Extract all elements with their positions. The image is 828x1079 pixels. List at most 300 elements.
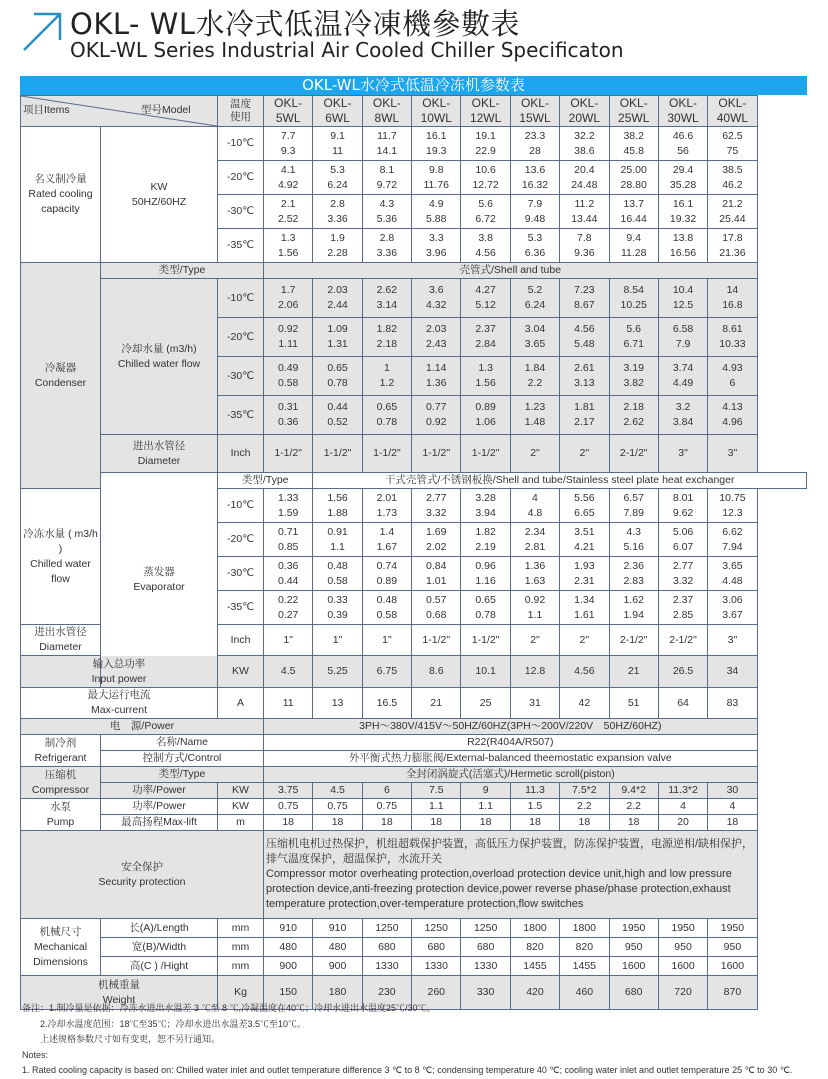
value-cell: 4.27 5.12 [461, 279, 510, 318]
value-cell: 1950 [658, 919, 707, 938]
value-cell: 20.4 24.48 [560, 161, 609, 195]
value-cell: 0.89 1.06 [461, 396, 510, 435]
value-cell: 4.1 4.92 [264, 161, 313, 195]
value-cell: 7.23 8.67 [560, 279, 609, 318]
max-current-label: 最大运行电流 Max-current [21, 688, 218, 719]
table-row [21, 473, 807, 489]
temp-label: -10℃ [218, 127, 264, 161]
value-cell: 2.37 2.84 [461, 318, 510, 357]
model-header: OKL- 40WL [708, 96, 757, 127]
value-cell: 3" [708, 435, 757, 473]
value-cell: 29.4 35.28 [658, 161, 707, 195]
temp-label: -35℃ [218, 591, 264, 625]
unit-label: Inch [218, 625, 264, 656]
table-row [21, 938, 807, 957]
value-cell: 1.36 1.63 [510, 557, 559, 591]
value-cell: 30 [708, 783, 757, 799]
value-cell: 25 [461, 688, 510, 719]
value-cell: 1330 [412, 957, 461, 976]
value-cell: 0.92 1.1 [510, 591, 559, 625]
value-cell: 1.7 2.06 [264, 279, 313, 318]
cooling-unit: KW 50HZ/60HZ [101, 127, 218, 263]
compressor-power-label: 功率/Power [101, 783, 218, 799]
value-cell: 21 [412, 688, 461, 719]
value-cell: 7.5 [412, 783, 461, 799]
value-cell: 180 [313, 976, 362, 1010]
value-cell: 2" [510, 625, 559, 656]
value-cell: 1455 [560, 957, 609, 976]
value-cell: 2.61 3.13 [560, 357, 609, 396]
refrigerant-name-label: 名称/Name [101, 735, 264, 751]
value-cell: 1-1/2" [461, 435, 510, 473]
value-cell: 9 [461, 783, 510, 799]
condenser-label: 冷凝器 Condenser [21, 263, 101, 489]
value-cell: 5.06 6.07 [658, 523, 707, 557]
value-cell: 900 [313, 957, 362, 976]
items-label: 项目Items [23, 104, 70, 116]
evaporator-label: 蒸发器 Evaporator [101, 473, 218, 688]
pump-power-label: 功率/Power [101, 799, 218, 815]
value-cell: 8.61 10.33 [708, 318, 757, 357]
value-cell: 2-1/2" [609, 435, 658, 473]
value-cell: 51 [609, 688, 658, 719]
value-cell: 0.77 0.92 [412, 396, 461, 435]
value-cell: 330 [461, 976, 510, 1010]
value-cell: 2.8 3.36 [313, 195, 362, 229]
value-cell: 8.01 9.62 [658, 489, 707, 523]
temp-label: -30℃ [218, 195, 264, 229]
value-cell: 83 [708, 688, 757, 719]
value-cell: 0.44 0.52 [313, 396, 362, 435]
value-cell: 25.00 28.80 [609, 161, 658, 195]
type-value: 壳管式/Shell and tube [264, 263, 758, 279]
items-model-header [21, 96, 218, 127]
value-cell: 2-1/2" [609, 625, 658, 656]
value-cell: 1.5 [510, 799, 559, 815]
water-flow-label: 冷却水量 (m3/h) Chilled water flow [101, 279, 218, 435]
model-header: OKL- 25WL [609, 96, 658, 127]
value-cell: 1.62 1.94 [609, 591, 658, 625]
value-cell: 1950 [708, 919, 757, 938]
temp-label: -20℃ [218, 523, 264, 557]
value-cell: 9.4 11.28 [609, 229, 658, 263]
temp-header-label: 温度使用 [230, 97, 251, 123]
value-cell: 0.71 0.85 [264, 523, 313, 557]
value-cell: 4.3 5.16 [609, 523, 658, 557]
model-header: OKL- 15WL [510, 96, 559, 127]
value-cell: 2.2 [609, 799, 658, 815]
value-cell: 18 [510, 815, 559, 831]
value-cell: 820 [510, 938, 559, 957]
value-cell: 870 [708, 976, 757, 1010]
value-cell: 3.04 3.65 [510, 318, 559, 357]
value-cell: 0.22 0.27 [264, 591, 313, 625]
table-row [21, 656, 807, 688]
temp-label: -30℃ [218, 357, 264, 396]
model-header: OKL- 20WL [560, 96, 609, 127]
value-cell: 2.03 2.43 [412, 318, 461, 357]
value-cell: 480 [313, 938, 362, 957]
value-cell: 910 [264, 919, 313, 938]
value-cell: 3.8 4.56 [461, 229, 510, 263]
temp-label: -30℃ [218, 557, 264, 591]
value-cell: 3.65 4.48 [708, 557, 757, 591]
value-cell: 46.6 56 [658, 127, 707, 161]
dimension-label: 宽(B)/Width [101, 938, 218, 957]
value-cell: 1.84 2.2 [510, 357, 559, 396]
value-cell: 13.6 16.32 [510, 161, 559, 195]
value-cell: 10.4 12.5 [658, 279, 707, 318]
value-cell: 16.1 19.3 [412, 127, 461, 161]
value-cell: 0.91 1.1 [313, 523, 362, 557]
value-cell: 3.51 4.21 [560, 523, 609, 557]
value-cell: 5.56 6.65 [560, 489, 609, 523]
value-cell: 0.75 [264, 799, 313, 815]
value-cell: 3" [658, 435, 707, 473]
value-cell: 4 [658, 799, 707, 815]
value-cell: 8.54 10.25 [609, 279, 658, 318]
page-title: OKL- WL水冷式低温冷凍機參數表 [70, 7, 521, 41]
value-cell: 2.8 3.36 [362, 229, 411, 263]
value-cell: 64 [658, 688, 707, 719]
value-cell: 3.28 3.94 [461, 489, 510, 523]
value-cell: 18 [362, 815, 411, 831]
value-cell: 8.1 9.72 [362, 161, 411, 195]
table-title: OKL-WL水冷式低温冷冻机参数表 [20, 76, 807, 95]
table-row [21, 719, 807, 735]
value-cell: 0.65 0.78 [362, 396, 411, 435]
value-cell: 21 [609, 656, 658, 688]
value-cell: 1.1 [461, 799, 510, 815]
value-cell: 1.34 1.61 [560, 591, 609, 625]
value-cell: 6.57 7.89 [609, 489, 658, 523]
value-cell: 0.36 0.44 [264, 557, 313, 591]
value-cell: 4.5 [264, 656, 313, 688]
page-header [20, 2, 820, 66]
value-cell: 0.31 0.36 [264, 396, 313, 435]
value-cell: 2.34 2.81 [510, 523, 559, 557]
value-cell: 1800 [560, 919, 609, 938]
value-cell: 820 [560, 938, 609, 957]
value-cell: 31 [510, 688, 559, 719]
value-cell: 18 [412, 815, 461, 831]
value-cell: 680 [461, 938, 510, 957]
value-cell: 4.93 6 [708, 357, 757, 396]
control-label: 控制方式/Control [101, 751, 264, 767]
value-cell: 2.2 [560, 799, 609, 815]
table-row [21, 919, 807, 938]
value-cell: 10.1 [461, 656, 510, 688]
value-cell: 11.7 14.1 [362, 127, 411, 161]
value-cell: 4.56 5.48 [560, 318, 609, 357]
value-cell: 13.8 16.56 [658, 229, 707, 263]
value-cell: 1.4 1.67 [362, 523, 411, 557]
dimension-label: 高(C ) /Hight [101, 957, 218, 976]
input-power-label: 输入总功率 Input power [21, 656, 218, 688]
model-header: OKL- 30WL [658, 96, 707, 127]
value-cell: 1.81 2.17 [560, 396, 609, 435]
value-cell: 4.5 [313, 783, 362, 799]
value-cell: 18 [313, 815, 362, 831]
value-cell: 1.33 1.59 [264, 489, 313, 523]
value-cell: 38.5 46.2 [708, 161, 757, 195]
unit-label: mm [218, 919, 264, 938]
value-cell: 11.2 13.44 [560, 195, 609, 229]
value-cell: 2.77 3.32 [412, 489, 461, 523]
value-cell: 34 [708, 656, 757, 688]
temp-label: -10℃ [218, 279, 264, 318]
value-cell: 1.69 2.02 [412, 523, 461, 557]
value-cell: 9.8 11.76 [412, 161, 461, 195]
dimension-label: 长(A)/Length [101, 919, 218, 938]
table-row [21, 96, 807, 127]
value-cell: 0.48 0.58 [362, 591, 411, 625]
value-cell: 5.6 6.71 [609, 318, 658, 357]
refrigerant-label: 制冷剂 Refrigerant [21, 735, 101, 767]
value-cell: 11.3 [510, 783, 559, 799]
value-cell: 3" [708, 625, 757, 656]
type-label: 类型/Type [218, 473, 313, 489]
value-cell: 950 [658, 938, 707, 957]
value-cell: 1.82 2.19 [461, 523, 510, 557]
value-cell: 1455 [510, 957, 559, 976]
value-cell: 6.75 [362, 656, 411, 688]
value-cell: 4 [708, 799, 757, 815]
power-supply-label: 电 源/Power [21, 719, 264, 735]
value-cell: 1-1/2" [362, 435, 411, 473]
model-header: OKL- 5WL [264, 96, 313, 127]
value-cell: 0.96 1.16 [461, 557, 510, 591]
value-cell: 1950 [609, 919, 658, 938]
value-cell: 1" [313, 625, 362, 656]
temp-label: -20℃ [218, 161, 264, 195]
value-cell: 17.8 21.36 [708, 229, 757, 263]
value-cell: 150 [264, 976, 313, 1010]
value-cell: 1.23 1.48 [510, 396, 559, 435]
value-cell: 0.49 0.58 [264, 357, 313, 396]
value-cell: 9.4*2 [609, 783, 658, 799]
value-cell: 7.9 9.48 [510, 195, 559, 229]
value-cell: 0.74 0.89 [362, 557, 411, 591]
note-line: 1. Rated cooling capacity is based on: Chilled water inlet and outlet temperature difference 3 ℃ to 8 ℃; condensing temperature 40 ℃; cooling water inlet and outlet temperature 25 ℃ to 30 ℃. [22, 1065, 793, 1075]
value-cell: 2.36 2.83 [609, 557, 658, 591]
note-line: 2.冷却水温度范围：18℃至35℃；冷却水进出水温差3.5℃至10℃。 [22, 1018, 307, 1029]
value-cell: 5.3 6.36 [510, 229, 559, 263]
value-cell: 18 [560, 815, 609, 831]
value-cell: 7.7 9.3 [264, 127, 313, 161]
compressor-type-value: 全封闭涡旋式(活塞式)/Hermetic scroll(piston) [264, 767, 758, 783]
table-row [21, 279, 807, 318]
unit-label: Kg [218, 976, 264, 1010]
value-cell: 0.92 1.11 [264, 318, 313, 357]
value-cell: 18 [264, 815, 313, 831]
table-row [21, 751, 807, 767]
value-cell: 1-1/2" [264, 435, 313, 473]
table-row [21, 815, 807, 831]
value-cell: 16.5 [362, 688, 411, 719]
value-cell: 4 4.8 [510, 489, 559, 523]
value-cell: 19.1 22.9 [461, 127, 510, 161]
value-cell: 1-1/2" [412, 625, 461, 656]
value-cell: 2.77 3.32 [658, 557, 707, 591]
page-subtitle: OKL-WL Series Industrial Air Cooled Chiller Specificaton [70, 38, 624, 62]
value-cell: 42 [560, 688, 609, 719]
value-cell: 1.93 2.31 [560, 557, 609, 591]
value-cell: 1250 [461, 919, 510, 938]
value-cell: 4.3 5.36 [362, 195, 411, 229]
model-header: OKL- 8WL [362, 96, 411, 127]
value-cell: 460 [560, 976, 609, 1010]
value-cell: 1250 [412, 919, 461, 938]
value-cell: 3.74 4.49 [658, 357, 707, 396]
value-cell: 420 [510, 976, 559, 1010]
note-line: 备注：1.制冷量是依据：冷冻水进出水温差 3 ℃至 8 ℃,冷凝温度在40℃；冷却水进出水温度25℃/30℃。 [22, 1003, 436, 1013]
value-cell: 14 16.8 [708, 279, 757, 318]
value-cell: 18 [708, 815, 757, 831]
value-cell: 1.9 2.28 [313, 229, 362, 263]
unit-label: KW [218, 799, 264, 815]
value-cell: 4.13 4.96 [708, 396, 757, 435]
value-cell: 1600 [609, 957, 658, 976]
value-cell: 1600 [658, 957, 707, 976]
value-cell: 18 [461, 815, 510, 831]
value-cell: 900 [264, 957, 313, 976]
value-cell: 1" [362, 625, 411, 656]
unit-label: Inch [218, 435, 264, 473]
value-cell: 3.6 4.32 [412, 279, 461, 318]
value-cell: 11 [264, 688, 313, 719]
value-cell: 32.2 38.6 [560, 127, 609, 161]
value-cell: 230 [362, 976, 411, 1010]
value-cell: 2.01 1.73 [362, 489, 411, 523]
table-row [21, 263, 807, 279]
value-cell: 1.3 1.56 [264, 229, 313, 263]
value-cell: 1800 [510, 919, 559, 938]
notes [22, 1001, 822, 1079]
pump-label: 水泵 Pump [21, 799, 101, 831]
value-cell: 2" [560, 625, 609, 656]
value-cell: 0.84 1.01 [412, 557, 461, 591]
value-cell: 950 [708, 938, 757, 957]
value-cell: 4.9 5.88 [412, 195, 461, 229]
value-cell: 6.62 7.94 [708, 523, 757, 557]
value-cell: 1-1/2" [412, 435, 461, 473]
value-cell: 2" [560, 435, 609, 473]
value-cell: 13.7 16.44 [609, 195, 658, 229]
power-supply-value: 3PH～380V/415V～50HZ/60HZ(3PH～200V/220V 50HZ/60HZ) [264, 719, 758, 735]
diameter-label: 进出水管径 Diameter [21, 625, 101, 656]
pump-lift-label: 最高扬程Max-lift [101, 815, 218, 831]
table-row [21, 688, 807, 719]
value-cell: 1.09 1.31 [313, 318, 362, 357]
table-row [21, 435, 807, 473]
value-cell: 6.58 7.9 [658, 318, 707, 357]
value-cell: 1.1 [412, 799, 461, 815]
model-header: OKL- 10WL [412, 96, 461, 127]
value-cell: 4.56 [560, 656, 609, 688]
table-row [21, 799, 807, 815]
value-cell: 7.5*2 [560, 783, 609, 799]
value-cell: 0.57 0.68 [412, 591, 461, 625]
value-cell: 3.19 3.82 [609, 357, 658, 396]
value-cell: 0.48 0.58 [313, 557, 362, 591]
value-cell: 2-1/2" [658, 625, 707, 656]
unit-label: KW [218, 783, 264, 799]
value-cell: 680 [609, 976, 658, 1010]
value-cell: 950 [609, 938, 658, 957]
unit-label: mm [218, 957, 264, 976]
value-cell: 0.65 0.78 [313, 357, 362, 396]
unit-label: mm [218, 938, 264, 957]
weight-label: 机械重量 Weight [21, 976, 218, 1010]
value-cell: 9.1 11 [313, 127, 362, 161]
value-cell: 5.3 6.24 [313, 161, 362, 195]
table-row [21, 735, 807, 751]
value-cell: 0.65 0.78 [461, 591, 510, 625]
value-cell: 680 [412, 938, 461, 957]
table-row [21, 957, 807, 976]
value-cell: 1330 [362, 957, 411, 976]
security-text: 压缩机电机过热保护，机组超载保护装置，高低压力保护装置，防冻保护装置，电源逆相/缺相保护，排气温度保护，超温保护，水流开关 Compressor motor overheating protection,overload protection device unit,high and low pressure protection device,anti-freezing protection device,power reverse phase/phase protection,exhaust temperature protection,over-temperature protection,flow switches [264, 831, 758, 919]
diameter-label: 进出水管径 Diameter [101, 435, 218, 473]
type-value: 干式壳管式/不锈钢板换/Shell and tube/Stainless steel plate heat exchanger [313, 473, 807, 489]
value-cell: 3.75 [264, 783, 313, 799]
value-cell: 20 [658, 815, 707, 831]
unit-label: KW [218, 656, 264, 688]
value-cell: 1-1/2" [313, 435, 362, 473]
value-cell: 2.18 2.62 [609, 396, 658, 435]
model-label: 型号Model [141, 104, 191, 116]
value-cell: 21.2 25.44 [708, 195, 757, 229]
table-row [21, 783, 807, 799]
value-cell: 2.62 3.14 [362, 279, 411, 318]
value-cell: 26.5 [658, 656, 707, 688]
value-cell: 62.5 75 [708, 127, 757, 161]
value-cell: 1250 [362, 919, 411, 938]
value-cell: 1600 [708, 957, 757, 976]
table-row [21, 767, 807, 783]
value-cell: 8.6 [412, 656, 461, 688]
unit-label: A [218, 688, 264, 719]
value-cell: 2.1 2.52 [264, 195, 313, 229]
value-cell: 3.2 3.84 [658, 396, 707, 435]
value-cell: 1.3 1.56 [461, 357, 510, 396]
value-cell: 3.06 3.67 [708, 591, 757, 625]
value-cell: 480 [264, 938, 313, 957]
dimensions-label: 机械尺寸 Mechanical Dimensions [21, 919, 101, 976]
value-cell: 1330 [461, 957, 510, 976]
note-line: 上述规格参数尺寸如有变更，恕不另行通知。 [22, 1034, 221, 1044]
unit-label: m [218, 815, 264, 831]
value-cell: 23.3 28 [510, 127, 559, 161]
compressor-type-label: 类型/Type [101, 767, 264, 783]
value-cell: 5.2 6.24 [510, 279, 559, 318]
value-cell: 12.8 [510, 656, 559, 688]
value-cell: 5.25 [313, 656, 362, 688]
value-cell: 1" [264, 625, 313, 656]
value-cell: 910 [313, 919, 362, 938]
temp-label: -20℃ [218, 318, 264, 357]
value-cell: 6 [362, 783, 411, 799]
value-cell: 680 [362, 938, 411, 957]
value-cell: 2.37 2.85 [658, 591, 707, 625]
value-cell: 1.14 1.36 [412, 357, 461, 396]
compressor-label: 压缩机 Compressor [21, 767, 101, 799]
value-cell: 1-1/2" [461, 625, 510, 656]
value-cell: 10.6 12.72 [461, 161, 510, 195]
value-cell: 720 [658, 976, 707, 1010]
value-cell: 18 [609, 815, 658, 831]
